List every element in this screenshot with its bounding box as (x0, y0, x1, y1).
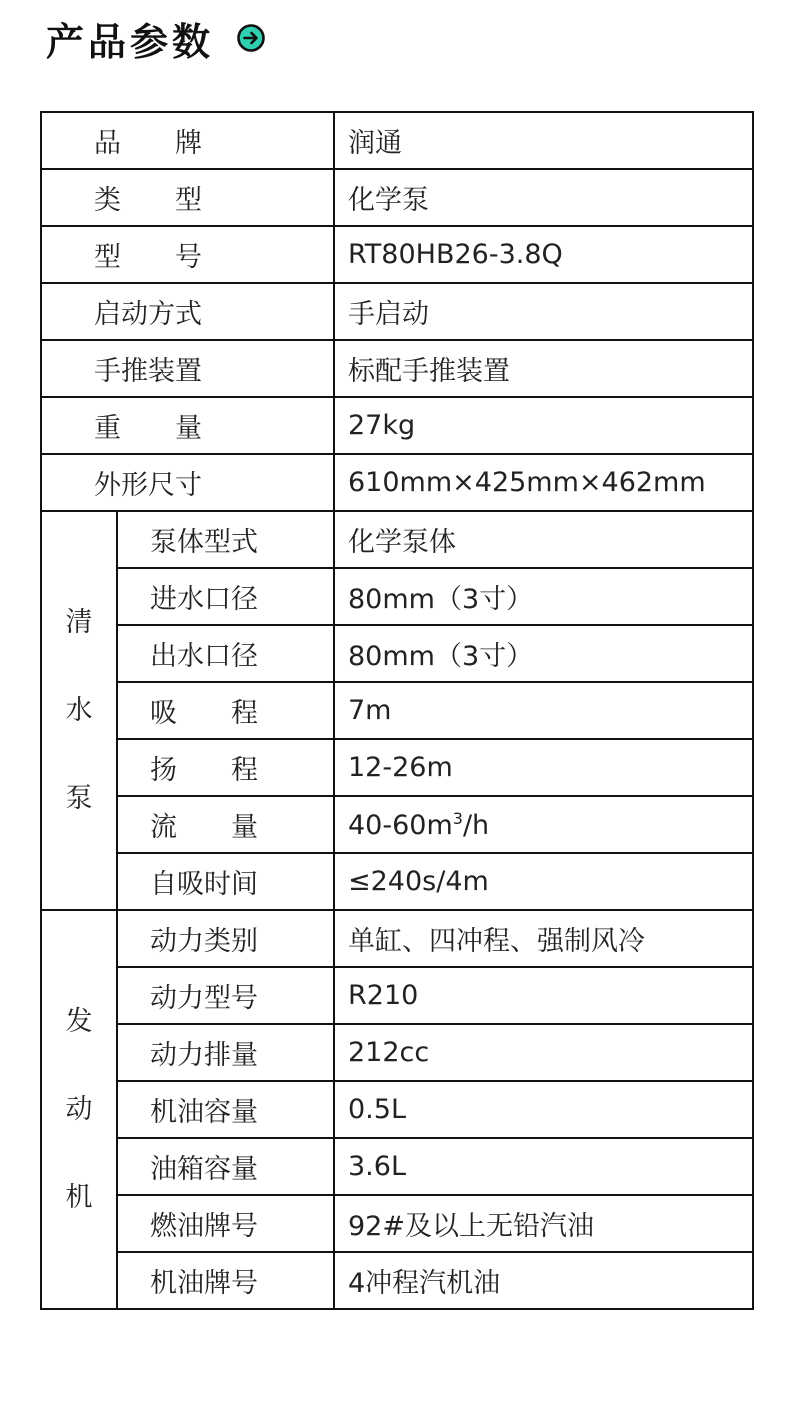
row-value: 标配手推装置 (334, 340, 753, 397)
row-label: 自吸时间 (117, 853, 334, 910)
row-label: 油箱容量 (117, 1138, 334, 1195)
row-value: ≤240s/4m (334, 853, 753, 910)
row-label: 型 号 (41, 226, 334, 283)
flow-value: 40-60m (348, 809, 453, 841)
table-row (41, 1252, 753, 1309)
table-row (41, 625, 753, 682)
table-row (41, 1024, 753, 1081)
row-value: 手启动 (334, 283, 753, 340)
row-label: 手推装置 (41, 340, 334, 397)
table-row (41, 340, 753, 397)
row-label: 动力类别 (117, 910, 334, 967)
row-label: 重 量 (41, 397, 334, 454)
table-row (41, 568, 753, 625)
row-label: 流 量 (117, 796, 334, 853)
row-value: 润通 (334, 112, 753, 169)
table-row (41, 910, 753, 967)
row-label: 机油容量 (117, 1081, 334, 1138)
row-label: 扬 程 (117, 739, 334, 796)
row-value (334, 796, 753, 853)
flow-superscript: 3 (452, 808, 463, 828)
row-value: RT80HB26-3.8Q (334, 226, 753, 283)
flow-suffix: /h (462, 809, 490, 841)
row-value: 212cc (334, 1024, 753, 1081)
row-label: 动力型号 (117, 967, 334, 1024)
group-label-pump: 清水泵 (41, 511, 117, 910)
row-value: 7m (334, 682, 753, 739)
table-row (41, 511, 753, 568)
row-value: 4冲程汽机油 (334, 1252, 753, 1309)
arrow-right-circle-icon[interactable] (236, 23, 266, 53)
row-value: 610mm×425mm×462mm (334, 454, 753, 511)
row-label: 动力排量 (117, 1024, 334, 1081)
row-value: 0.5L (334, 1081, 753, 1138)
table-row (41, 853, 753, 910)
row-value: 12-26m (334, 739, 753, 796)
row-label: 吸 程 (117, 682, 334, 739)
row-label: 启动方式 (41, 283, 334, 340)
row-label: 类 型 (41, 169, 334, 226)
table-row (41, 796, 753, 853)
row-value: 3.6L (334, 1138, 753, 1195)
table-row (41, 226, 753, 283)
table-row (41, 169, 753, 226)
table-row (41, 682, 753, 739)
row-value: 化学泵 (334, 169, 753, 226)
table-row (41, 454, 753, 511)
row-value: 27kg (334, 397, 753, 454)
row-label: 外形尺寸 (41, 454, 334, 511)
table-row (41, 397, 753, 454)
table-row (41, 1138, 753, 1195)
spec-table (40, 111, 754, 1310)
section-header (46, 12, 266, 64)
row-label: 进水口径 (117, 568, 334, 625)
row-value: 92#及以上无铅汽油 (334, 1195, 753, 1252)
row-value: 80mm（3寸） (334, 568, 753, 625)
row-label: 燃油牌号 (117, 1195, 334, 1252)
table-row (41, 1195, 753, 1252)
row-label: 机油牌号 (117, 1252, 334, 1309)
row-label: 品 牌 (41, 112, 334, 169)
table-row (41, 1081, 753, 1138)
row-value: 80mm（3寸） (334, 625, 753, 682)
row-label: 泵体型式 (117, 511, 334, 568)
table-row (41, 112, 753, 169)
row-value: 单缸、四冲程、强制风冷 (334, 910, 753, 967)
section-title: 产品参数 (46, 19, 215, 64)
table-row (41, 967, 753, 1024)
row-value: 化学泵体 (334, 511, 753, 568)
group-label-engine: 发动机 (41, 910, 117, 1309)
table-row (41, 283, 753, 340)
table-row (41, 739, 753, 796)
row-value: R210 (334, 967, 753, 1024)
row-label: 出水口径 (117, 625, 334, 682)
